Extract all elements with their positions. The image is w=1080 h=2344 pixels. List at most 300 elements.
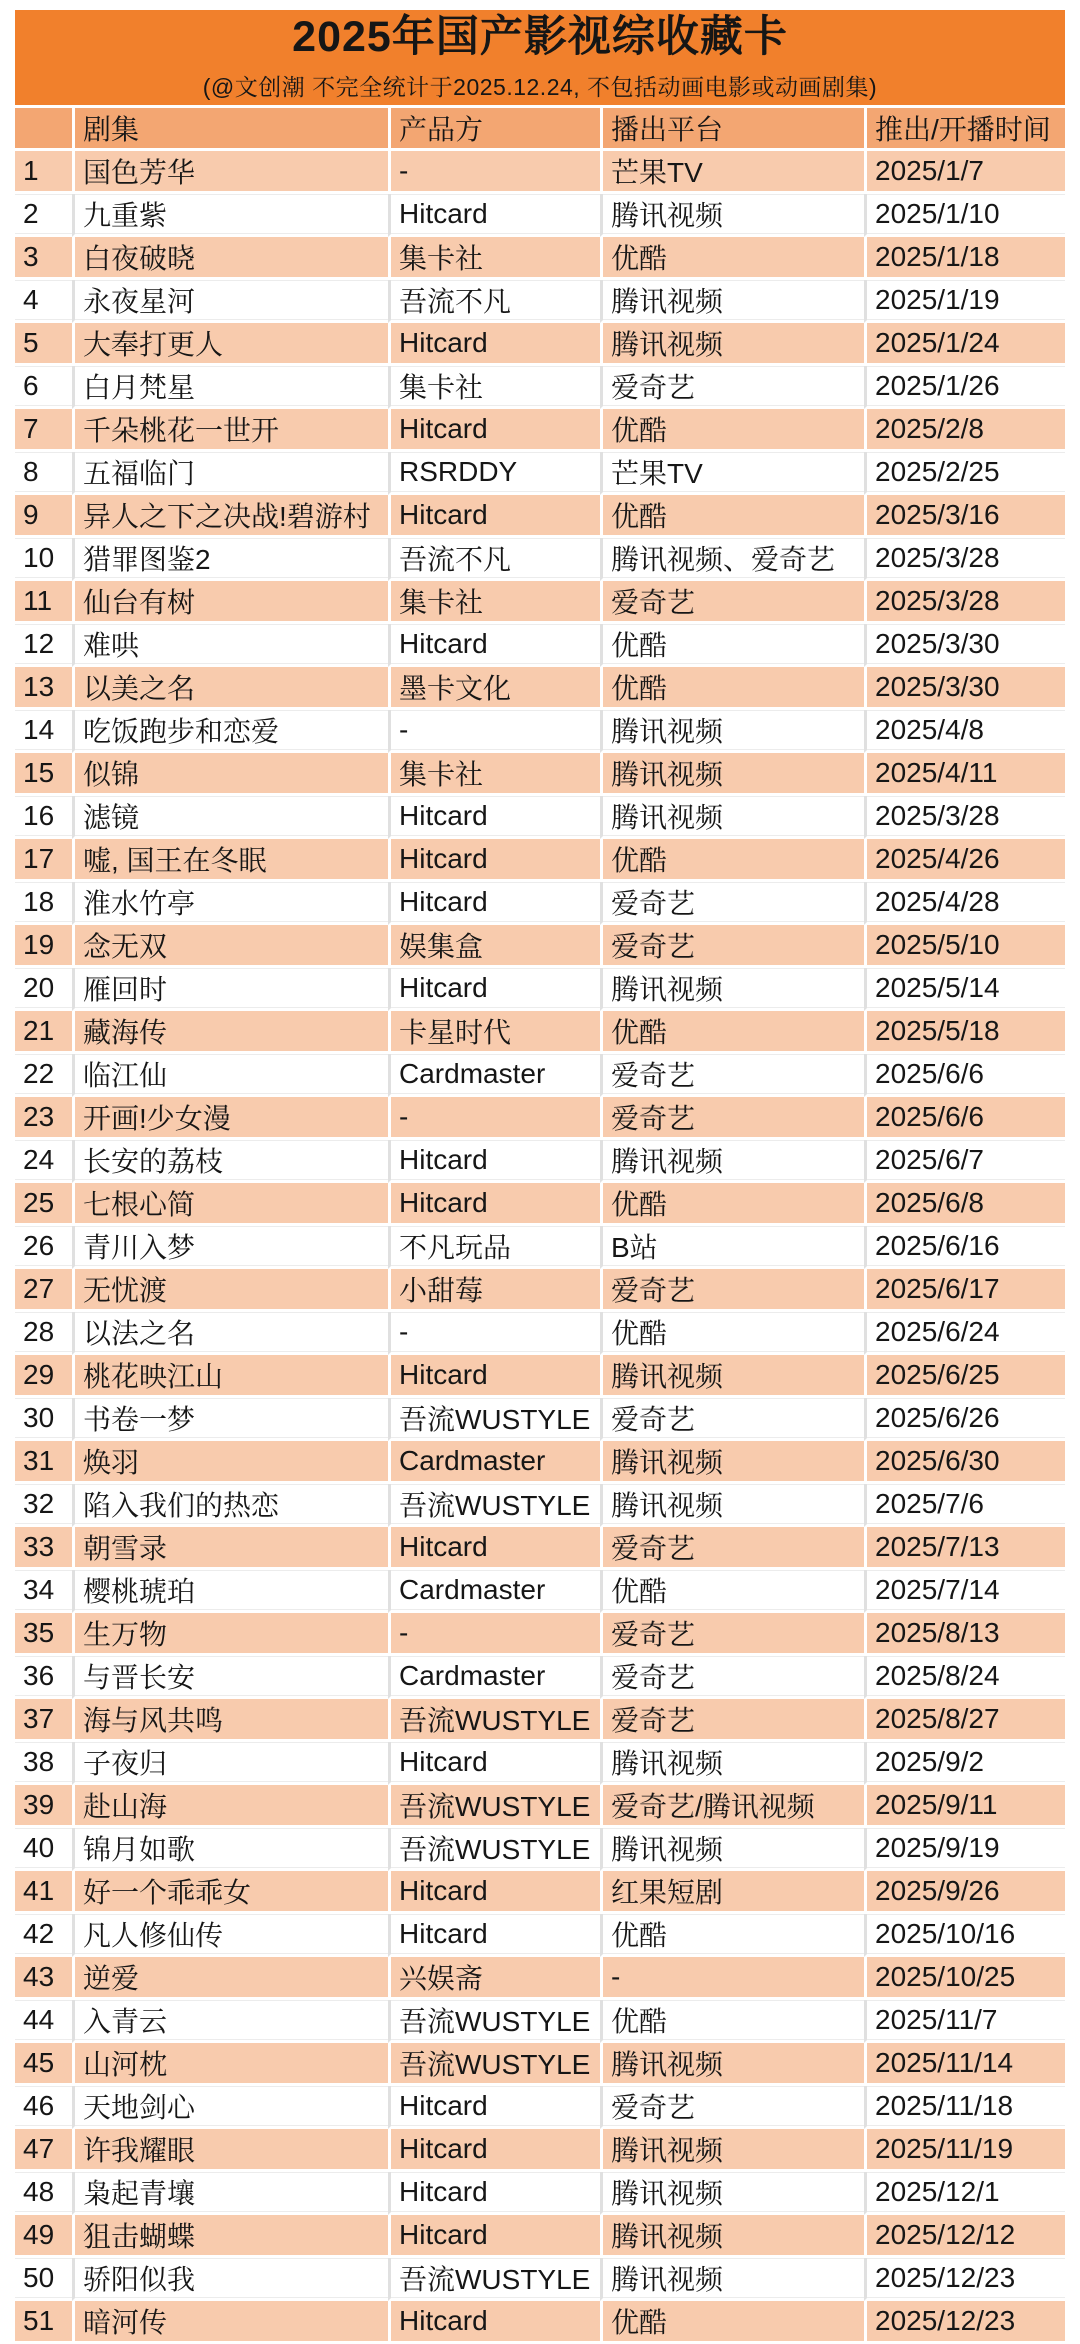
table-row — [15, 667, 1065, 710]
cell-release-date: 2025/7/13 — [864, 1527, 1065, 1570]
cell-row-number: 25 — [15, 1183, 72, 1226]
cell-platform: 优酷 — [600, 409, 864, 452]
table-row — [15, 1742, 1065, 1785]
table-row — [15, 2129, 1065, 2172]
cell-series-title: 淮水竹亭 — [72, 882, 388, 925]
table-header-row — [15, 108, 1065, 151]
table-row — [15, 2215, 1065, 2258]
cell-release-date: 2025/11/7 — [864, 2000, 1065, 2043]
column-header-platform: 播出平台 — [600, 108, 864, 151]
table-row — [15, 1398, 1065, 1441]
cell-platform: 优酷 — [600, 1570, 864, 1613]
cell-release-date: 2025/9/11 — [864, 1785, 1065, 1828]
cell-release-date: 2025/5/10 — [864, 925, 1065, 968]
cell-row-number: 31 — [15, 1441, 72, 1484]
cell-row-number: 35 — [15, 1613, 72, 1656]
column-header-index — [15, 108, 72, 151]
cell-series-title: 入青云 — [72, 2000, 388, 2043]
cell-platform: 腾讯视频、爱奇艺 — [600, 538, 864, 581]
cell-release-date: 2025/1/24 — [864, 323, 1065, 366]
cell-series-title: 锦月如歌 — [72, 1828, 388, 1871]
cell-row-number: 2 — [15, 194, 72, 237]
cell-release-date: 2025/6/26 — [864, 1398, 1065, 1441]
cell-release-date: 2025/8/24 — [864, 1656, 1065, 1699]
cell-series-title: 似锦 — [72, 753, 388, 796]
cell-producer: 吾流WUSTYLE — [388, 1484, 600, 1527]
cell-series-title: 长安的荔枝 — [72, 1140, 388, 1183]
cell-producer: Hitcard — [388, 882, 600, 925]
cell-producer: Hitcard — [388, 323, 600, 366]
cell-row-number: 27 — [15, 1269, 72, 1312]
cell-release-date: 2025/1/19 — [864, 280, 1065, 323]
cell-producer: 不凡玩品 — [388, 1226, 600, 1269]
cell-series-title: 樱桃琥珀 — [72, 1570, 388, 1613]
cell-platform: 爱奇艺 — [600, 1613, 864, 1656]
cell-series-title: 开画!少女漫 — [72, 1097, 388, 1140]
cell-row-number: 32 — [15, 1484, 72, 1527]
cell-platform: 腾讯视频 — [600, 1742, 864, 1785]
cell-row-number: 23 — [15, 1097, 72, 1140]
cell-producer: 集卡社 — [388, 581, 600, 624]
cell-row-number: 8 — [15, 452, 72, 495]
cell-producer: 吾流WUSTYLE — [388, 1828, 600, 1871]
cell-producer: 吾流WUSTYLE — [388, 2000, 600, 2043]
cell-producer: Hitcard — [388, 624, 600, 667]
cell-series-title: 生万物 — [72, 1613, 388, 1656]
cell-row-number: 19 — [15, 925, 72, 968]
cell-platform: 腾讯视频 — [600, 1828, 864, 1871]
cell-platform: 优酷 — [600, 624, 864, 667]
cell-release-date: 2025/8/27 — [864, 1699, 1065, 1742]
cell-producer: Hitcard — [388, 2086, 600, 2129]
cell-release-date: 2025/3/30 — [864, 667, 1065, 710]
table-row — [15, 2258, 1065, 2301]
cell-platform: 爱奇艺/腾讯视频 — [600, 1785, 864, 1828]
cell-producer: RSRDDY — [388, 452, 600, 495]
cell-release-date: 2025/3/16 — [864, 495, 1065, 538]
cell-producer: Hitcard — [388, 796, 600, 839]
table-row — [15, 1871, 1065, 1914]
table-row — [15, 409, 1065, 452]
table-row — [15, 280, 1065, 323]
cell-platform: 爱奇艺 — [600, 1656, 864, 1699]
cell-row-number: 1 — [15, 151, 72, 194]
cell-series-title: 好一个乖乖女 — [72, 1871, 388, 1914]
table-row — [15, 1828, 1065, 1871]
cell-release-date: 2025/6/25 — [864, 1355, 1065, 1398]
cell-series-title: 枭起青壤 — [72, 2172, 388, 2215]
table-row — [15, 882, 1065, 925]
cell-producer: 吾流WUSTYLE — [388, 2258, 600, 2301]
cell-series-title: 赴山海 — [72, 1785, 388, 1828]
cell-series-title: 焕羽 — [72, 1441, 388, 1484]
cell-platform: 芒果TV — [600, 452, 864, 495]
cell-release-date: 2025/4/11 — [864, 753, 1065, 796]
table-row — [15, 366, 1065, 409]
cell-row-number: 37 — [15, 1699, 72, 1742]
cell-series-title: 白月梵星 — [72, 366, 388, 409]
cell-row-number: 13 — [15, 667, 72, 710]
cell-producer: Hitcard — [388, 1914, 600, 1957]
table-row — [15, 1312, 1065, 1355]
cell-producer: Cardmaster — [388, 1570, 600, 1613]
cell-producer: Hitcard — [388, 1355, 600, 1398]
cell-producer: Hitcard — [388, 1527, 600, 1570]
table-row — [15, 796, 1065, 839]
table-row — [15, 2172, 1065, 2215]
cell-row-number: 49 — [15, 2215, 72, 2258]
cell-producer: 兴娱斋 — [388, 1957, 600, 2000]
cell-series-title: 朝雪录 — [72, 1527, 388, 1570]
cell-platform: 爱奇艺 — [600, 1527, 864, 1570]
cell-series-title: 吃饭跑步和恋爱 — [72, 710, 388, 753]
cell-platform: 爱奇艺 — [600, 366, 864, 409]
cell-row-number: 20 — [15, 968, 72, 1011]
cell-platform: 优酷 — [600, 1914, 864, 1957]
cell-row-number: 3 — [15, 237, 72, 280]
table-row — [15, 237, 1065, 280]
cell-row-number: 18 — [15, 882, 72, 925]
cell-release-date: 2025/4/8 — [864, 710, 1065, 753]
table-row — [15, 1785, 1065, 1828]
cell-platform: 优酷 — [600, 1011, 864, 1054]
cell-series-title: 以美之名 — [72, 667, 388, 710]
cell-row-number: 46 — [15, 2086, 72, 2129]
cell-producer: Hitcard — [388, 495, 600, 538]
cell-series-title: 异人之下之决战!碧游村 — [72, 495, 388, 538]
table-row — [15, 538, 1065, 581]
table-row — [15, 2086, 1065, 2129]
cell-series-title: 九重紫 — [72, 194, 388, 237]
cell-row-number: 50 — [15, 2258, 72, 2301]
cell-producer: 吾流不凡 — [388, 280, 600, 323]
cell-producer: 小甜莓 — [388, 1269, 600, 1312]
table-row — [15, 1613, 1065, 1656]
cell-row-number: 47 — [15, 2129, 72, 2172]
cell-release-date: 2025/12/1 — [864, 2172, 1065, 2215]
cell-row-number: 6 — [15, 366, 72, 409]
cell-release-date: 2025/11/18 — [864, 2086, 1065, 2129]
table-row — [15, 1097, 1065, 1140]
cell-release-date: 2025/1/10 — [864, 194, 1065, 237]
cell-producer: Cardmaster — [388, 1441, 600, 1484]
table-row — [15, 495, 1065, 538]
cell-platform: 爱奇艺 — [600, 1398, 864, 1441]
cell-release-date: 2025/1/18 — [864, 237, 1065, 280]
cell-producer: 吾流WUSTYLE — [388, 2043, 600, 2086]
cell-series-title: 无忧渡 — [72, 1269, 388, 1312]
cell-row-number: 15 — [15, 753, 72, 796]
cell-row-number: 30 — [15, 1398, 72, 1441]
cell-producer: Hitcard — [388, 409, 600, 452]
cell-release-date: 2025/11/19 — [864, 2129, 1065, 2172]
cell-row-number: 11 — [15, 581, 72, 624]
drama-card-table — [15, 108, 1065, 2344]
cell-platform: 优酷 — [600, 667, 864, 710]
cell-producer: Hitcard — [388, 839, 600, 882]
table-row — [15, 968, 1065, 1011]
cell-platform: 腾讯视频 — [600, 753, 864, 796]
cell-platform: 优酷 — [600, 495, 864, 538]
cell-series-title: 国色芳华 — [72, 151, 388, 194]
cell-producer: - — [388, 710, 600, 753]
cell-series-title: 许我耀眼 — [72, 2129, 388, 2172]
table-row — [15, 925, 1065, 968]
title-banner — [15, 10, 1065, 105]
cell-release-date: 2025/9/26 — [864, 1871, 1065, 1914]
cell-series-title: 临江仙 — [72, 1054, 388, 1097]
table-row — [15, 1183, 1065, 1226]
cell-platform: 爱奇艺 — [600, 581, 864, 624]
cell-producer: Cardmaster — [388, 1656, 600, 1699]
table-row — [15, 2301, 1065, 2344]
cell-series-title: 七根心简 — [72, 1183, 388, 1226]
cell-row-number: 26 — [15, 1226, 72, 1269]
cell-series-title: 难哄 — [72, 624, 388, 667]
cell-series-title: 念无双 — [72, 925, 388, 968]
cell-producer: 吾流WUSTYLE — [388, 1785, 600, 1828]
cell-producer: 卡星时代 — [388, 1011, 600, 1054]
cell-release-date: 2025/6/24 — [864, 1312, 1065, 1355]
cell-platform: 优酷 — [600, 2301, 864, 2344]
table-row — [15, 1441, 1065, 1484]
cell-platform: 腾讯视频 — [600, 1441, 864, 1484]
cell-series-title: 千朵桃花一世开 — [72, 409, 388, 452]
cell-series-title: 五福临门 — [72, 452, 388, 495]
cell-producer: 吾流WUSTYLE — [388, 1699, 600, 1742]
cell-series-title: 山河枕 — [72, 2043, 388, 2086]
cell-platform: 优酷 — [600, 839, 864, 882]
table-row — [15, 1011, 1065, 1054]
table-row — [15, 1054, 1065, 1097]
cell-release-date: 2025/7/6 — [864, 1484, 1065, 1527]
cell-row-number: 44 — [15, 2000, 72, 2043]
cell-release-date: 2025/4/28 — [864, 882, 1065, 925]
cell-release-date: 2025/11/14 — [864, 2043, 1065, 2086]
cell-series-title: 以法之名 — [72, 1312, 388, 1355]
cell-release-date: 2025/7/14 — [864, 1570, 1065, 1613]
cell-row-number: 16 — [15, 796, 72, 839]
cell-series-title: 凡人修仙传 — [72, 1914, 388, 1957]
cell-row-number: 33 — [15, 1527, 72, 1570]
cell-row-number: 7 — [15, 409, 72, 452]
cell-series-title: 逆爱 — [72, 1957, 388, 2000]
cell-producer: 娱集盒 — [388, 925, 600, 968]
table-row — [15, 1355, 1065, 1398]
cell-release-date: 2025/12/23 — [864, 2301, 1065, 2344]
cell-platform: 腾讯视频 — [600, 280, 864, 323]
cell-producer: - — [388, 151, 600, 194]
cell-platform: 优酷 — [600, 2000, 864, 2043]
cell-row-number: 28 — [15, 1312, 72, 1355]
cell-series-title: 猎罪图鉴2 — [72, 538, 388, 581]
cell-row-number: 5 — [15, 323, 72, 366]
cell-platform: 腾讯视频 — [600, 968, 864, 1011]
table-row — [15, 151, 1065, 194]
cell-producer: Hitcard — [388, 1140, 600, 1183]
table-row — [15, 581, 1065, 624]
cell-platform: 爱奇艺 — [600, 1054, 864, 1097]
cell-release-date: 2025/5/18 — [864, 1011, 1065, 1054]
cell-series-title: 海与风共鸣 — [72, 1699, 388, 1742]
cell-platform: 优酷 — [600, 1183, 864, 1226]
cell-series-title: 暗河传 — [72, 2301, 388, 2344]
cell-platform: 腾讯视频 — [600, 2258, 864, 2301]
cell-row-number: 21 — [15, 1011, 72, 1054]
cell-release-date: 2025/1/7 — [864, 151, 1065, 194]
cell-row-number: 39 — [15, 1785, 72, 1828]
cell-release-date: 2025/6/6 — [864, 1054, 1065, 1097]
cell-series-title: 桃花映江山 — [72, 1355, 388, 1398]
table-row — [15, 1957, 1065, 2000]
table-row — [15, 2043, 1065, 2086]
cell-platform: 爱奇艺 — [600, 1699, 864, 1742]
cell-producer: 吾流WUSTYLE — [388, 1398, 600, 1441]
cell-platform: 腾讯视频 — [600, 323, 864, 366]
table-row — [15, 1140, 1065, 1183]
cell-platform: 芒果TV — [600, 151, 864, 194]
cell-producer: Hitcard — [388, 1183, 600, 1226]
table-row — [15, 1570, 1065, 1613]
cell-release-date: 2025/6/16 — [864, 1226, 1065, 1269]
cell-row-number: 43 — [15, 1957, 72, 2000]
table-row — [15, 1914, 1065, 1957]
cell-platform: 腾讯视频 — [600, 1355, 864, 1398]
cell-series-title: 陷入我们的热恋 — [72, 1484, 388, 1527]
cell-producer: Hitcard — [388, 194, 600, 237]
cell-release-date: 2025/6/8 — [864, 1183, 1065, 1226]
table-row — [15, 1527, 1065, 1570]
cell-series-title: 与晋长安 — [72, 1656, 388, 1699]
cell-release-date: 2025/5/14 — [864, 968, 1065, 1011]
cell-row-number: 24 — [15, 1140, 72, 1183]
cell-release-date: 2025/6/7 — [864, 1140, 1065, 1183]
cell-platform: 腾讯视频 — [600, 2129, 864, 2172]
cell-release-date: 2025/2/8 — [864, 409, 1065, 452]
table-row — [15, 1699, 1065, 1742]
cell-series-title: 天地剑心 — [72, 2086, 388, 2129]
cell-row-number: 42 — [15, 1914, 72, 1957]
cell-platform: 腾讯视频 — [600, 710, 864, 753]
cell-platform: 爱奇艺 — [600, 2086, 864, 2129]
table-row — [15, 2000, 1065, 2043]
cell-producer: 墨卡文化 — [388, 667, 600, 710]
table-row — [15, 624, 1065, 667]
cell-row-number: 41 — [15, 1871, 72, 1914]
cell-producer: Hitcard — [388, 2129, 600, 2172]
cell-row-number: 38 — [15, 1742, 72, 1785]
cell-platform: 爱奇艺 — [600, 1097, 864, 1140]
cell-platform: 腾讯视频 — [600, 796, 864, 839]
cell-series-title: 白夜破晓 — [72, 237, 388, 280]
table-row — [15, 1226, 1065, 1269]
column-header-date: 推出/开播时间 — [864, 108, 1065, 151]
table-row — [15, 839, 1065, 882]
table-row — [15, 452, 1065, 495]
table-row — [15, 1656, 1065, 1699]
cell-series-title: 嘘, 国王在冬眠 — [72, 839, 388, 882]
cell-row-number: 29 — [15, 1355, 72, 1398]
cell-release-date: 2025/12/12 — [864, 2215, 1065, 2258]
cell-release-date: 2025/2/25 — [864, 452, 1065, 495]
cell-producer: Hitcard — [388, 2215, 600, 2258]
cell-row-number: 10 — [15, 538, 72, 581]
cell-series-title: 书卷一梦 — [72, 1398, 388, 1441]
cell-platform: - — [600, 1957, 864, 2000]
cell-series-title: 永夜星河 — [72, 280, 388, 323]
cell-producer: Hitcard — [388, 968, 600, 1011]
cell-platform: 腾讯视频 — [600, 1484, 864, 1527]
cell-release-date: 2025/9/19 — [864, 1828, 1065, 1871]
cell-row-number: 45 — [15, 2043, 72, 2086]
cell-series-title: 骄阳似我 — [72, 2258, 388, 2301]
cell-series-title: 子夜归 — [72, 1742, 388, 1785]
cell-release-date: 2025/9/2 — [864, 1742, 1065, 1785]
cell-row-number: 4 — [15, 280, 72, 323]
cell-platform: 腾讯视频 — [600, 2172, 864, 2215]
column-header-producer: 产品方 — [388, 108, 600, 151]
cell-release-date: 2025/3/28 — [864, 538, 1065, 581]
cell-row-number: 17 — [15, 839, 72, 882]
table-row — [15, 1484, 1065, 1527]
cell-producer: - — [388, 1312, 600, 1355]
page-title: 2025年国产影视综收藏卡 — [292, 13, 788, 62]
cell-series-title: 藏海传 — [72, 1011, 388, 1054]
cell-platform: 红果短剧 — [600, 1871, 864, 1914]
cell-release-date: 2025/10/16 — [864, 1914, 1065, 1957]
cell-row-number: 48 — [15, 2172, 72, 2215]
cell-series-title: 雁回时 — [72, 968, 388, 1011]
cell-platform: 爱奇艺 — [600, 925, 864, 968]
cell-release-date: 2025/3/30 — [864, 624, 1065, 667]
cell-release-date: 2025/6/6 — [864, 1097, 1065, 1140]
column-header-series: 剧集 — [72, 108, 388, 151]
cell-release-date: 2025/6/17 — [864, 1269, 1065, 1312]
cell-platform: 腾讯视频 — [600, 2043, 864, 2086]
cell-series-title: 仙台有树 — [72, 581, 388, 624]
cell-series-title: 青川入梦 — [72, 1226, 388, 1269]
cell-row-number: 12 — [15, 624, 72, 667]
cell-release-date: 2025/8/13 — [864, 1613, 1065, 1656]
cell-platform: 爱奇艺 — [600, 1269, 864, 1312]
cell-release-date: 2025/1/26 — [864, 366, 1065, 409]
cell-producer: 吾流不凡 — [388, 538, 600, 581]
cell-producer: Hitcard — [388, 2301, 600, 2344]
cell-producer: Hitcard — [388, 1742, 600, 1785]
cell-row-number: 22 — [15, 1054, 72, 1097]
page-subtitle: (@文创潮 不完全统计于2025.12.24, 不包括动画电影或动画剧集) — [202, 73, 878, 100]
cell-producer: 集卡社 — [388, 366, 600, 409]
cell-row-number: 36 — [15, 1656, 72, 1699]
cell-release-date: 2025/3/28 — [864, 796, 1065, 839]
cell-producer: 集卡社 — [388, 237, 600, 280]
table-row — [15, 753, 1065, 796]
table-row — [15, 710, 1065, 753]
cell-platform: B站 — [600, 1226, 864, 1269]
cell-series-title: 滤镜 — [72, 796, 388, 839]
cell-series-title: 狙击蝴蝶 — [72, 2215, 388, 2258]
cell-row-number: 9 — [15, 495, 72, 538]
cell-row-number: 51 — [15, 2301, 72, 2344]
cell-release-date: 2025/4/26 — [864, 839, 1065, 882]
table-row — [15, 1269, 1065, 1312]
cell-platform: 优酷 — [600, 1312, 864, 1355]
cell-producer: Cardmaster — [388, 1054, 600, 1097]
cell-row-number: 14 — [15, 710, 72, 753]
table-row — [15, 194, 1065, 237]
cell-series-title: 大奉打更人 — [72, 323, 388, 366]
cell-release-date: 2025/10/25 — [864, 1957, 1065, 2000]
